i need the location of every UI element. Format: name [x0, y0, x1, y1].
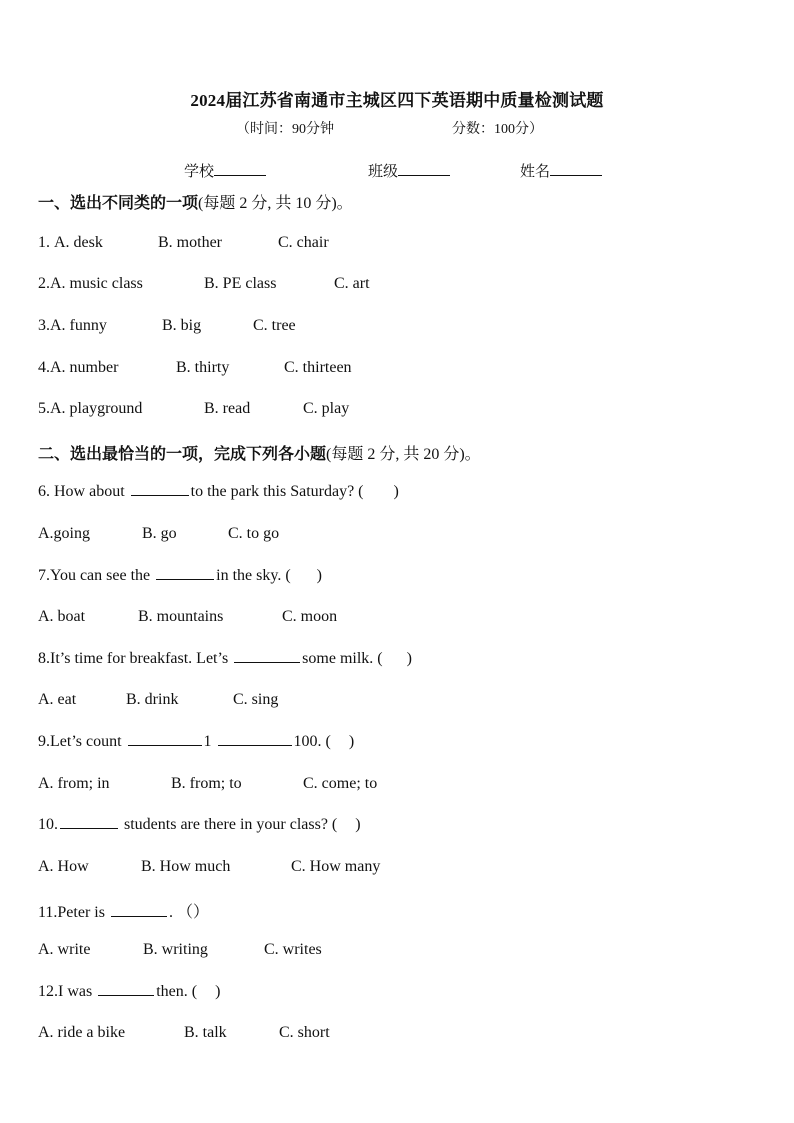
answer-blank[interactable] [60, 816, 118, 829]
option-b[interactable]: B. talk [184, 1024, 227, 1041]
answer-blank[interactable] [156, 567, 214, 580]
answer-blank[interactable] [111, 904, 167, 917]
section2-heading: 二、选出最恰当的一项，完成下列各小题(每题 2 分, 共 20 分)。 [38, 444, 481, 463]
question-5: 5.A. playground B. read C. play [38, 400, 350, 417]
option-b[interactable]: B. How much [141, 858, 231, 875]
option-c[interactable]: C. come; to [303, 775, 378, 792]
question-11-options [38, 941, 322, 959]
answer-blank[interactable] [131, 483, 189, 496]
option-a[interactable]: A. funny [50, 317, 107, 334]
option-a[interactable]: A. ride a bike [38, 1024, 126, 1041]
option-b[interactable]: B. go [142, 525, 177, 542]
option-a[interactable]: A. boat [38, 608, 86, 625]
option-c[interactable]: C. thirteen [284, 359, 352, 376]
option-a[interactable]: A. number [50, 359, 119, 376]
option-c[interactable]: C. sing [233, 691, 279, 708]
section1-note: (每题 2 分, 共 10 分)。 [198, 195, 353, 212]
question-10-options [38, 858, 381, 876]
question-10: 10. students are there in your class? ( ) [38, 816, 361, 833]
answer-blank[interactable] [98, 983, 154, 996]
school-blank[interactable] [214, 161, 266, 176]
option-c[interactable]: C. art [334, 275, 370, 292]
option-a[interactable]: A. desk [54, 234, 103, 251]
question-7: 7.You can see the in the sky. ( ) [38, 567, 322, 584]
option-a[interactable]: A. write [38, 941, 91, 958]
question-12-options [38, 1024, 330, 1042]
section2-note: (每题 2 分, 共 20 分)。 [326, 446, 481, 463]
exam-title: 2024届江苏省南通市主城区四下英语期中质量检测试题 [190, 91, 604, 110]
question-11: 11.Peter is . （） [38, 904, 209, 921]
option-b[interactable]: B. PE class [204, 275, 277, 292]
question-6-options [38, 525, 280, 543]
name-blank[interactable] [550, 161, 602, 176]
question-7-options [38, 608, 338, 626]
question-1: 1. A. desk B. mother C. chair [38, 234, 329, 251]
option-a[interactable]: A. from; in [38, 775, 110, 792]
name-field [520, 160, 602, 181]
option-a[interactable]: A. How [38, 858, 89, 875]
option-b[interactable]: B. writing [143, 941, 208, 958]
question-3: 3.A. funny B. big C. tree [38, 317, 296, 334]
question-8-options [38, 691, 279, 709]
option-a[interactable]: A. eat [38, 691, 77, 708]
option-c[interactable]: C. moon [282, 608, 338, 625]
exam-score: 分数：100分） [452, 122, 543, 137]
option-a[interactable]: A. playground [50, 400, 143, 417]
class-label: 班级 [368, 164, 399, 180]
option-c[interactable]: C. short [279, 1024, 330, 1041]
option-c[interactable]: C. chair [278, 234, 329, 251]
question-9-options [38, 775, 378, 793]
question-6: 6. How about to the park this Saturday? ( ) [38, 483, 399, 500]
option-c[interactable]: C. writes [264, 941, 322, 958]
answer-blank-1[interactable] [128, 733, 202, 746]
option-a[interactable]: A. music class [50, 275, 143, 292]
option-a[interactable]: A.going [38, 525, 90, 542]
answer-blank-2[interactable] [218, 733, 292, 746]
class-field [368, 160, 450, 181]
option-c[interactable]: C. How many [291, 858, 381, 875]
name-label: 姓名 [520, 164, 551, 180]
question-8: 8.It’s time for breakfast. Let’s some milk. ( ) [38, 650, 412, 667]
question-4: 4.A. number B. thirty C. thirteen [38, 359, 352, 376]
question-2: 2.A. music class B. PE class C. art [38, 275, 370, 292]
option-b[interactable]: B. big [162, 317, 202, 334]
option-b[interactable]: B. thirty [176, 359, 230, 376]
question-12: 12.I was then. ( ) [38, 983, 221, 1000]
option-c[interactable]: C. to go [228, 525, 280, 542]
school-field [184, 160, 266, 181]
option-c[interactable]: C. play [303, 400, 350, 417]
exam-time: （时间：90分钟 [236, 122, 334, 137]
option-b[interactable]: B. mother [158, 234, 222, 251]
option-b[interactable]: B. drink [126, 691, 179, 708]
option-b[interactable]: B. from; to [171, 775, 242, 792]
answer-blank[interactable] [234, 650, 300, 663]
option-c[interactable]: C. tree [253, 317, 296, 334]
question-9: 9.Let’s count 1 100. ( ) [38, 733, 355, 750]
section1-heading: 一、选出不同类的一项(每题 2 分, 共 10 分)。 [38, 193, 353, 212]
school-label: 学校 [184, 164, 215, 180]
option-b[interactable]: B. mountains [138, 608, 224, 625]
option-b[interactable]: B. read [204, 400, 251, 417]
class-blank[interactable] [398, 161, 450, 176]
